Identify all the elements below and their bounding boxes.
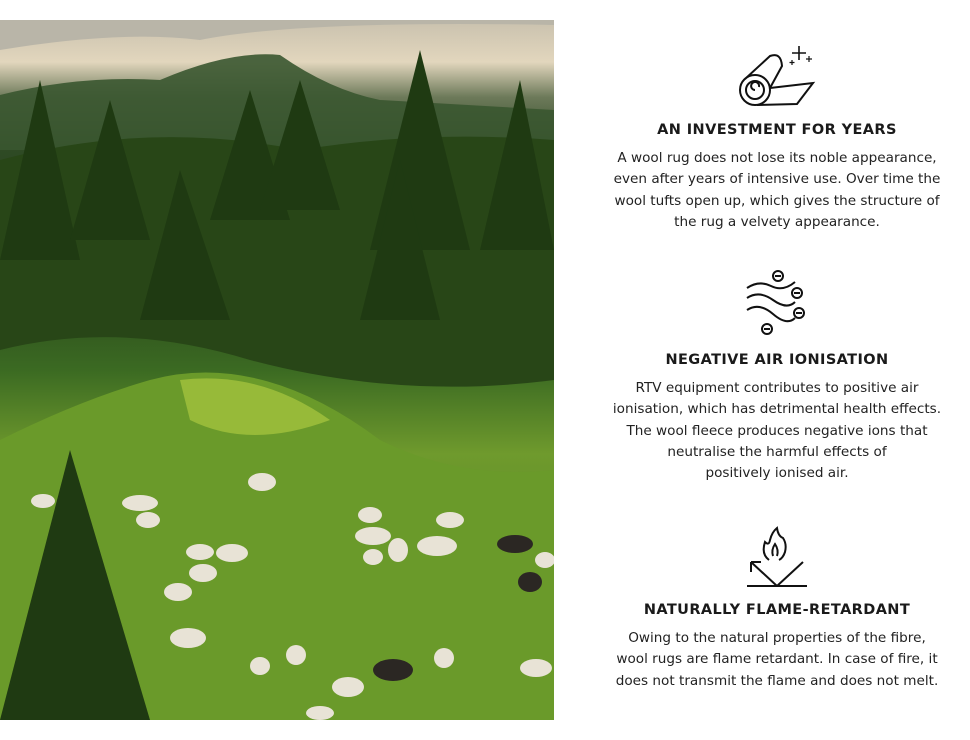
rolled-rug-icon (737, 44, 817, 110)
negative-ions-icon (745, 268, 809, 338)
feature-description: Owing to the natural properties of the fibre, wool rugs are flame retardant. In case of fire, it does not transmit the flame and does not melt. (615, 630, 939, 689)
feature-description: RTV equipment contributes to positive air ionisation, which has detrimental health effects. The wool fleece produces negative ions that neutralise the harmful effects of positively ionised air. (612, 380, 942, 482)
feature-investment (600, 44, 954, 233)
feature-title: NEGATIVE AIR IONISATION (665, 352, 889, 368)
sheep-pasture-photo (0, 20, 554, 720)
feature-ionisation (600, 268, 954, 484)
feature-description: A wool rug does not lose its noble appearance, even after years of intensive use. Over time the wool tufts open up, which gives the structure of the rug a velvety appearance. (613, 150, 941, 230)
feature-title: NATURALLY FLAME-RETARDANT (643, 602, 911, 618)
feature-flame-retardant (600, 526, 954, 692)
flame-retardant-icon (745, 526, 809, 592)
feature-title: AN INVESTMENT FOR YEARS (657, 122, 897, 138)
